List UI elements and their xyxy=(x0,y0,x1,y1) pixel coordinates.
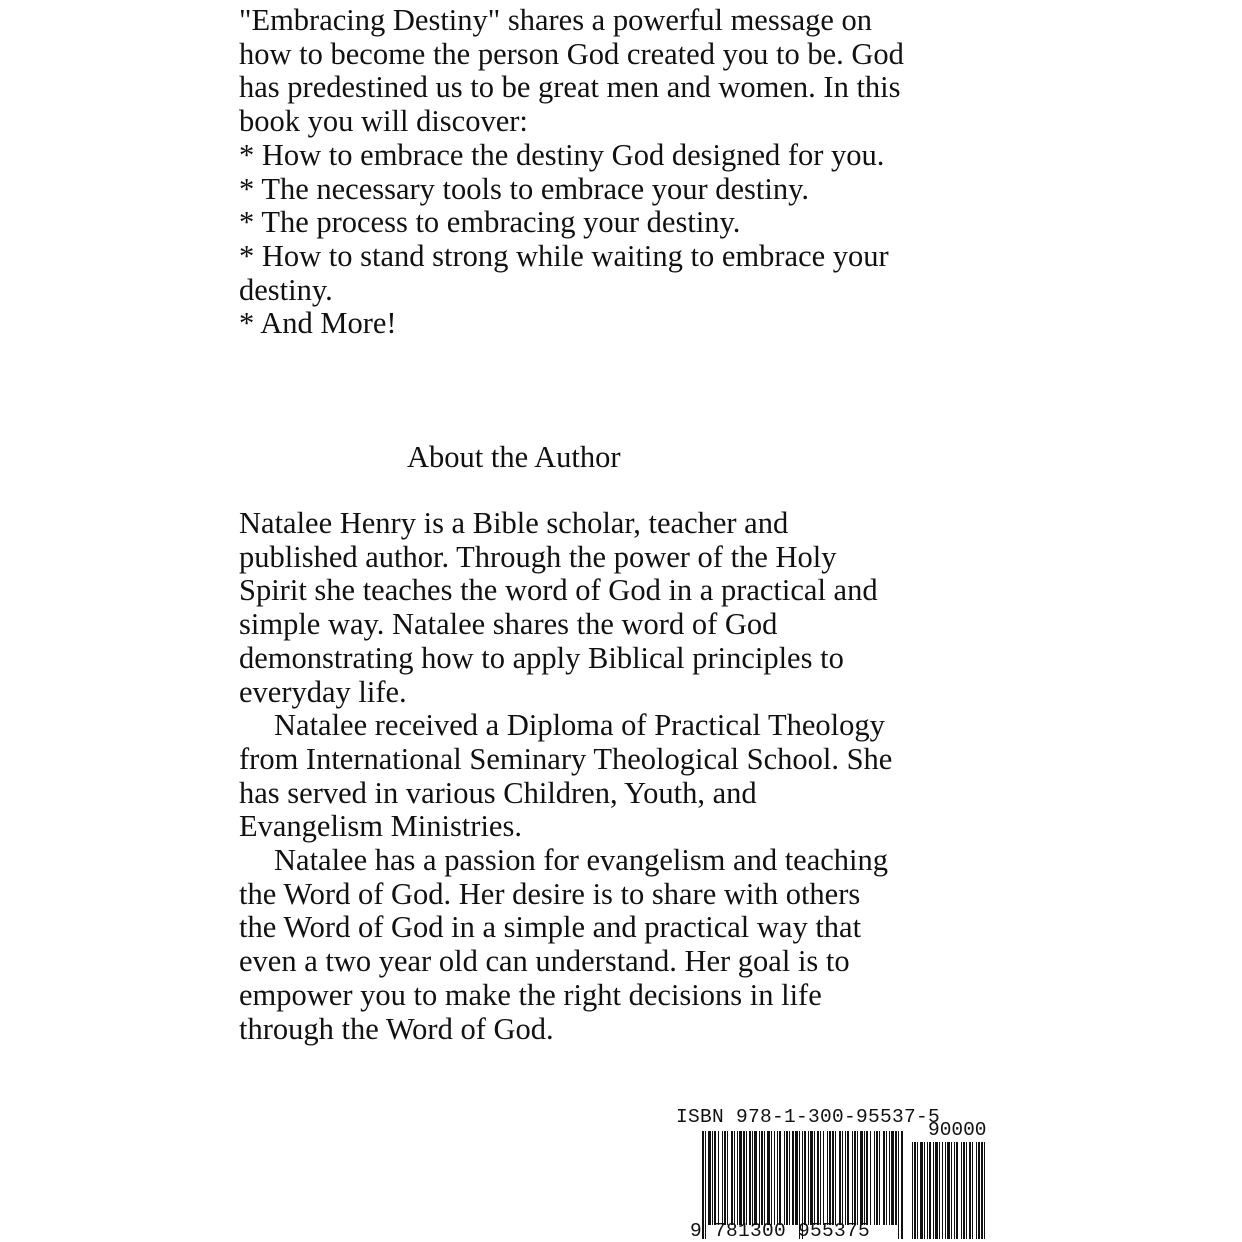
barcode-bar xyxy=(886,1131,887,1225)
bullet-item: * The necessary tools to embrace your destiny. xyxy=(239,171,810,206)
barcode-bar xyxy=(817,1131,819,1225)
barcode-bar xyxy=(771,1131,772,1225)
barcode-bar xyxy=(761,1131,763,1225)
price-code: 90000 xyxy=(928,1119,987,1141)
barcode-bar xyxy=(835,1131,836,1225)
barcode-bar xyxy=(857,1131,858,1225)
barcode-bar xyxy=(764,1131,765,1225)
barcode-bar xyxy=(956,1142,958,1239)
isbn-barcode xyxy=(676,1106,996,1242)
barcode-bar xyxy=(927,1142,928,1239)
bullet-item: * How to embrace the destiny God designed for you. xyxy=(239,137,885,172)
about-author-heading: About the Author xyxy=(407,440,621,474)
barcode-bar xyxy=(746,1131,747,1225)
barcode-bar xyxy=(832,1131,834,1225)
barcode-bar xyxy=(759,1131,760,1225)
barcode-bar xyxy=(808,1131,809,1225)
barcode-bar xyxy=(743,1131,745,1225)
barcode-bar xyxy=(933,1142,934,1239)
barcode-bar xyxy=(814,1131,815,1225)
barcode-bar xyxy=(786,1131,788,1225)
barcode-bar xyxy=(860,1131,863,1225)
barcode-bar xyxy=(777,1131,778,1225)
ean-digits: 9 781300 955375 xyxy=(690,1220,871,1242)
barcode-bar xyxy=(823,1131,824,1225)
bio-line: demonstrating how to apply Biblical principles to xyxy=(239,640,844,675)
barcode-bar xyxy=(939,1142,940,1239)
barcode-bar xyxy=(879,1131,880,1225)
barcode-bar xyxy=(935,1142,938,1239)
bio-line: the Word of God in a simple and practical way that xyxy=(239,910,862,945)
barcode-bar xyxy=(792,1131,794,1225)
barcode-bar xyxy=(876,1131,878,1225)
barcode-bar xyxy=(718,1131,719,1225)
barcode-bar xyxy=(789,1131,790,1225)
description-line: book you will discover: xyxy=(239,104,528,139)
author-bio xyxy=(239,507,999,1046)
barcode-bar xyxy=(752,1131,753,1225)
barcode-bar xyxy=(866,1131,868,1225)
barcode-bar xyxy=(954,1142,955,1239)
barcode-bar xyxy=(864,1131,865,1225)
isbn-label: ISBN 978-1-300-95537-5 xyxy=(676,1106,941,1128)
barcode-bar xyxy=(839,1131,841,1225)
bio-line: Natalee received a Diploma of Practical Theology xyxy=(274,708,885,743)
bio-line: Spirit she teaches the word of God in a practical and xyxy=(239,573,878,608)
barcode-bar xyxy=(947,1142,950,1239)
barcode-bar xyxy=(795,1131,798,1225)
barcode-bar xyxy=(767,1131,770,1225)
barcode-bar xyxy=(929,1142,931,1239)
barcode-bar xyxy=(774,1131,775,1225)
barcode-bar xyxy=(712,1131,713,1225)
bullet-item-continued: destiny. xyxy=(239,272,333,307)
barcode-bar xyxy=(874,1131,875,1225)
barcode-bar xyxy=(754,1131,757,1225)
bio-line: simple way. Natalee shares the word of God xyxy=(239,607,778,642)
barcode-bar xyxy=(820,1131,821,1225)
barcode-bar xyxy=(847,1131,849,1225)
barcode-bar xyxy=(845,1131,846,1225)
barcode-bar xyxy=(779,1131,781,1225)
barcode-bar xyxy=(912,1142,913,1239)
bio-line: Natalee Henry is a Bible scholar, teacher and xyxy=(239,506,789,540)
barcode-bar xyxy=(895,1131,897,1225)
barcode-bar xyxy=(810,1131,813,1225)
barcode-bar xyxy=(914,1142,916,1239)
barcode-bar xyxy=(978,1142,980,1239)
barcode-bar xyxy=(901,1131,903,1239)
barcode-bar xyxy=(722,1131,723,1225)
barcode-bar xyxy=(827,1131,828,1225)
barcode-bar xyxy=(891,1131,894,1225)
barcode-bar xyxy=(898,1131,899,1239)
bio-line: even a two year old can understand. Her goal is to xyxy=(239,944,850,979)
barcode-bar xyxy=(883,1131,885,1225)
bio-line: published author. Through the power of the Holy xyxy=(239,539,837,574)
bio-line: empower you to make the right decisions in life xyxy=(239,977,822,1012)
barcode-bar xyxy=(842,1131,843,1225)
barcode-bar xyxy=(708,1131,711,1225)
bio-line: the Word of God. Her desire is to share with others xyxy=(239,876,861,911)
bio-line: Natalee has a passion for evangelism and teaching xyxy=(274,843,889,878)
barcode-bar xyxy=(972,1142,973,1239)
barcode-bar xyxy=(917,1142,918,1239)
barcode-bar xyxy=(984,1142,985,1239)
barcode-bar xyxy=(852,1131,853,1225)
book-description xyxy=(239,4,999,341)
barcode-bar xyxy=(784,1131,785,1225)
barcode-bar xyxy=(963,1142,965,1239)
barcode-bar xyxy=(961,1142,962,1239)
bio-line: has served in various Children, Youth, and xyxy=(239,775,757,810)
barcode-bar xyxy=(714,1131,716,1225)
barcode-bar xyxy=(945,1142,946,1239)
barcode-bar xyxy=(981,1142,983,1239)
barcode-bar xyxy=(739,1131,742,1225)
barcode-bar xyxy=(976,1142,977,1239)
barcode-bar xyxy=(731,1131,733,1225)
barcode-bar xyxy=(804,1131,806,1225)
barcode-bar xyxy=(889,1131,890,1225)
barcode-bar xyxy=(969,1142,971,1239)
barcode-bar xyxy=(924,1142,925,1239)
bio-line: through the Word of God. xyxy=(239,1011,554,1046)
bio-line: Evangelism Ministries. xyxy=(239,809,522,844)
bio-line: from International Seminary Theological School. She xyxy=(239,741,893,776)
barcode-bar xyxy=(870,1131,871,1225)
bio-line: everyday life. xyxy=(239,674,407,709)
barcode-bar xyxy=(951,1142,952,1239)
barcode-bar xyxy=(854,1131,856,1225)
barcode-bar xyxy=(920,1142,923,1239)
barcode-bar xyxy=(727,1131,728,1225)
barcode-bar xyxy=(942,1142,943,1239)
bullet-item: * The process to embracing your destiny. xyxy=(239,205,741,240)
bullet-item: * How to stand strong while waiting to embrace your xyxy=(239,238,889,273)
barcode-bar xyxy=(737,1131,738,1225)
description-line: has predestined us to be great men and women. In this xyxy=(239,70,901,105)
bullet-item: * And More! xyxy=(239,306,397,341)
description-line: "Embracing Destiny" shares a powerful message on xyxy=(239,3,873,37)
barcode-bar xyxy=(749,1131,751,1225)
barcode-bar xyxy=(829,1131,831,1225)
barcode-bar xyxy=(734,1131,735,1225)
barcode-bar xyxy=(966,1142,967,1239)
barcode-bar xyxy=(724,1131,726,1225)
description-line: how to become the person God created you to be. God xyxy=(239,36,904,71)
